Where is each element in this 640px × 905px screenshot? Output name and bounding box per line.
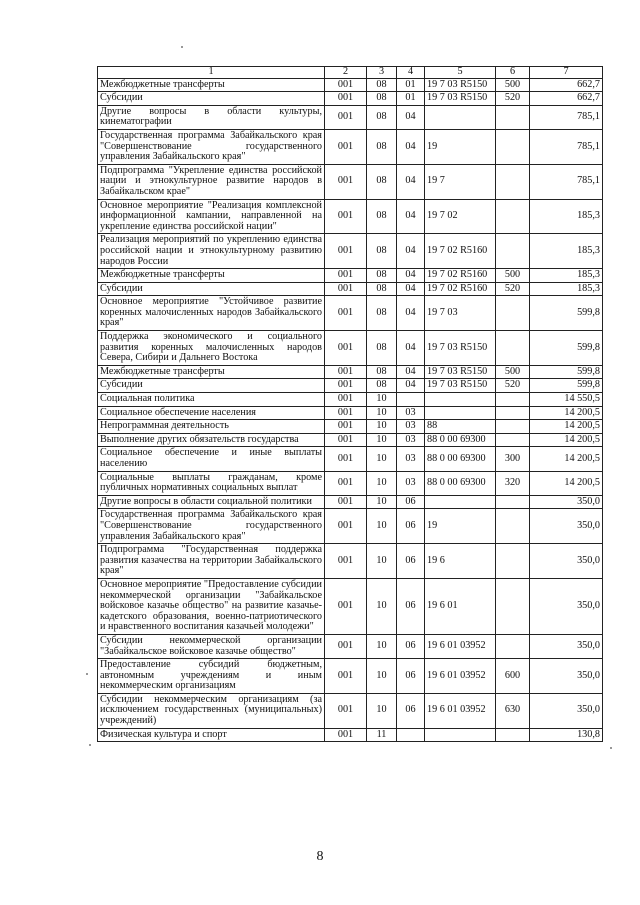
section-code-cell: 08 <box>367 296 397 331</box>
ministry-code-cell: 001 <box>325 282 367 296</box>
scan-speck <box>181 46 183 48</box>
table-row <box>98 578 603 634</box>
expense-type-cell <box>496 105 530 129</box>
amount-cell: 599,8 <box>530 331 603 366</box>
ministry-code-cell: 001 <box>325 296 367 331</box>
amount-cell: 662,7 <box>530 78 603 92</box>
ministry-code-cell: 001 <box>325 420 367 434</box>
section-code-cell: 08 <box>367 331 397 366</box>
subsection-code-cell: 04 <box>397 282 425 296</box>
subsection-code-cell: 04 <box>397 379 425 393</box>
subsection-code-cell: 03 <box>397 406 425 420</box>
section-code-cell: 10 <box>367 544 397 579</box>
item-name-cell: Основное мероприятие "Предоставление субсидии некоммерческой организации "Забайкальское войсковое казачье общество" на развитие казачье-кадетского образования, военно-патриотического и нравственного воспитания казачьей молодежи" <box>98 578 325 634</box>
ministry-code-cell: 001 <box>325 406 367 420</box>
target-article-cell: 19 6 01 03952 <box>425 634 496 658</box>
amount-cell: 785,1 <box>530 129 603 164</box>
subsection-code-cell: 04 <box>397 296 425 331</box>
target-article-cell: 88 0 00 69300 <box>425 447 496 471</box>
target-article-cell: 19 6 <box>425 544 496 579</box>
expense-type-cell <box>496 433 530 447</box>
section-code-cell: 08 <box>367 78 397 92</box>
item-name-cell: Социальные выплаты гражданам, кроме публичных нормативных социальных выплат <box>98 471 325 495</box>
table-header <box>98 67 603 79</box>
expense-type-cell: 500 <box>496 269 530 283</box>
table-row <box>98 509 603 544</box>
section-code-cell: 10 <box>367 420 397 434</box>
section-code-cell: 10 <box>367 406 397 420</box>
amount-cell: 350,0 <box>530 634 603 658</box>
ministry-code-cell: 001 <box>325 92 367 106</box>
target-article-cell <box>425 393 496 407</box>
table-body <box>98 78 603 742</box>
amount-cell: 14 200,5 <box>530 406 603 420</box>
item-name-cell: Реализация мероприятий по укреплению единства российской нации и этнокультурному развитию народов России <box>98 234 325 269</box>
ministry-code-cell: 001 <box>325 269 367 283</box>
target-article-cell: 19 7 03 R5150 <box>425 78 496 92</box>
section-code-cell: 11 <box>367 728 397 742</box>
table-row <box>98 365 603 379</box>
ministry-code-cell: 001 <box>325 578 367 634</box>
amount-cell: 599,8 <box>530 365 603 379</box>
amount-cell: 14 200,5 <box>530 433 603 447</box>
target-article-cell <box>425 406 496 420</box>
item-name-cell: Основное мероприятие "Устойчивое развитие коренных малочисленных народов Забайкальского края" <box>98 296 325 331</box>
subsection-code-cell: 04 <box>397 365 425 379</box>
section-code-cell: 08 <box>367 92 397 106</box>
section-code-cell: 10 <box>367 659 397 694</box>
subsection-code-cell: 04 <box>397 234 425 269</box>
item-name-cell: Непрограммная деятельность <box>98 420 325 434</box>
header-cell: 4 <box>397 67 425 79</box>
target-article-cell: 88 0 00 69300 <box>425 433 496 447</box>
expense-type-cell <box>496 509 530 544</box>
scan-speck <box>610 747 612 749</box>
subsection-code-cell <box>397 393 425 407</box>
target-article-cell: 19 7 <box>425 164 496 199</box>
target-article-cell: 19 7 02 R5160 <box>425 269 496 283</box>
table-row <box>98 433 603 447</box>
item-name-cell: Государственная программа Забайкальского края "Совершенствование государственного управления Забайкальского края" <box>98 509 325 544</box>
scan-speck <box>89 744 91 746</box>
amount-cell: 185,3 <box>530 282 603 296</box>
ministry-code-cell: 001 <box>325 544 367 579</box>
ministry-code-cell: 001 <box>325 379 367 393</box>
item-name-cell: Государственная программа Забайкальского края "Совершенствование государственного управления Забайкальского края" <box>98 129 325 164</box>
ministry-code-cell: 001 <box>325 693 367 728</box>
subsection-code-cell: 06 <box>397 578 425 634</box>
table-row <box>98 282 603 296</box>
scan-speck <box>86 673 88 675</box>
table-row <box>98 406 603 420</box>
budget-table <box>97 66 603 742</box>
amount-cell: 599,8 <box>530 379 603 393</box>
amount-cell: 185,3 <box>530 234 603 269</box>
header-cell: 5 <box>425 67 496 79</box>
section-code-cell: 08 <box>367 282 397 296</box>
ministry-code-cell: 001 <box>325 129 367 164</box>
expense-type-cell <box>496 331 530 366</box>
amount-cell: 350,0 <box>530 578 603 634</box>
header-row <box>98 67 603 79</box>
subsection-code-cell <box>397 728 425 742</box>
item-name-cell: Подпрограмма "Укрепление единства российской нации и этнокультурное развитие народов в Забайкальском крае" <box>98 164 325 199</box>
amount-cell: 350,0 <box>530 495 603 509</box>
ministry-code-cell: 001 <box>325 634 367 658</box>
item-name-cell: Социальное обеспечение населения <box>98 406 325 420</box>
subsection-code-cell: 03 <box>397 471 425 495</box>
subsection-code-cell: 06 <box>397 659 425 694</box>
table-row <box>98 393 603 407</box>
table-row <box>98 379 603 393</box>
table-row <box>98 234 603 269</box>
item-name-cell: Выполнение других обязательств государства <box>98 433 325 447</box>
ministry-code-cell: 001 <box>325 331 367 366</box>
amount-cell: 599,8 <box>530 296 603 331</box>
item-name-cell: Физическая культура и спорт <box>98 728 325 742</box>
table-row <box>98 659 603 694</box>
item-name-cell: Другие вопросы в области социальной политики <box>98 495 325 509</box>
expense-type-cell <box>496 728 530 742</box>
item-name-cell: Субсидии <box>98 92 325 106</box>
expense-type-cell: 500 <box>496 78 530 92</box>
table-row <box>98 447 603 471</box>
ministry-code-cell: 001 <box>325 234 367 269</box>
target-article-cell: 19 7 02 R5160 <box>425 282 496 296</box>
target-article-cell: 19 6 01 <box>425 578 496 634</box>
section-code-cell: 10 <box>367 471 397 495</box>
amount-cell: 185,3 <box>530 269 603 283</box>
table-row <box>98 105 603 129</box>
expense-type-cell <box>496 164 530 199</box>
section-code-cell: 10 <box>367 393 397 407</box>
amount-cell: 785,1 <box>530 164 603 199</box>
ministry-code-cell: 001 <box>325 78 367 92</box>
section-code-cell: 08 <box>367 365 397 379</box>
expense-type-cell <box>496 296 530 331</box>
section-code-cell: 08 <box>367 129 397 164</box>
target-article-cell: 19 6 01 03952 <box>425 693 496 728</box>
item-name-cell: Другие вопросы в области культуры, кинематографии <box>98 105 325 129</box>
target-article-cell <box>425 495 496 509</box>
section-code-cell: 08 <box>367 199 397 234</box>
expense-type-cell: 300 <box>496 447 530 471</box>
target-article-cell: 19 <box>425 509 496 544</box>
ministry-code-cell: 001 <box>325 447 367 471</box>
subsection-code-cell: 06 <box>397 495 425 509</box>
section-code-cell: 08 <box>367 164 397 199</box>
target-article-cell: 19 7 03 R5150 <box>425 92 496 106</box>
subsection-code-cell: 03 <box>397 433 425 447</box>
item-name-cell: Поддержка экономического и социального развития коренных малочисленных народов Севера, Сибири и Дальнего Востока <box>98 331 325 366</box>
expense-type-cell <box>496 199 530 234</box>
header-cell: 6 <box>496 67 530 79</box>
table-row <box>98 693 603 728</box>
section-code-cell: 08 <box>367 379 397 393</box>
target-article-cell: 19 6 01 03952 <box>425 659 496 694</box>
item-name-cell: Субсидии некоммерческим организациям (за исключением государственных (муниципальных) учреждений) <box>98 693 325 728</box>
amount-cell: 662,7 <box>530 92 603 106</box>
table-row <box>98 331 603 366</box>
section-code-cell: 10 <box>367 447 397 471</box>
table-row <box>98 296 603 331</box>
table-row <box>98 471 603 495</box>
item-name-cell: Субсидии некоммерческой организации "Забайкальское войсковое казачье общество" <box>98 634 325 658</box>
target-article-cell: 19 7 02 R5160 <box>425 234 496 269</box>
ministry-code-cell: 001 <box>325 433 367 447</box>
section-code-cell: 08 <box>367 269 397 283</box>
page-number: 8 <box>316 849 324 864</box>
expense-type-cell: 320 <box>496 471 530 495</box>
amount-cell: 350,0 <box>530 693 603 728</box>
subsection-code-cell: 06 <box>397 693 425 728</box>
subsection-code-cell: 06 <box>397 509 425 544</box>
amount-cell: 350,0 <box>530 509 603 544</box>
ministry-code-cell: 001 <box>325 105 367 129</box>
table-row <box>98 78 603 92</box>
item-name-cell: Социальная политика <box>98 393 325 407</box>
header-cell: 1 <box>98 67 325 79</box>
section-code-cell: 08 <box>367 234 397 269</box>
section-code-cell: 10 <box>367 634 397 658</box>
expense-type-cell: 630 <box>496 693 530 728</box>
subsection-code-cell: 06 <box>397 634 425 658</box>
table-row <box>98 269 603 283</box>
subsection-code-cell: 04 <box>397 331 425 366</box>
subsection-code-cell: 04 <box>397 164 425 199</box>
table-row <box>98 495 603 509</box>
table-row <box>98 129 603 164</box>
table-row <box>98 199 603 234</box>
section-code-cell: 10 <box>367 495 397 509</box>
expense-type-cell <box>496 495 530 509</box>
subsection-code-cell: 04 <box>397 129 425 164</box>
section-code-cell: 10 <box>367 578 397 634</box>
expense-type-cell: 500 <box>496 365 530 379</box>
ministry-code-cell: 001 <box>325 199 367 234</box>
target-article-cell <box>425 105 496 129</box>
expense-type-cell <box>496 234 530 269</box>
item-name-cell: Межбюджетные трансферты <box>98 78 325 92</box>
expense-type-cell: 520 <box>496 282 530 296</box>
ministry-code-cell: 001 <box>325 659 367 694</box>
header-cell: 2 <box>325 67 367 79</box>
item-name-cell: Предоставление субсидий бюджетным, автономным учреждениям и иным некоммерческим организациям <box>98 659 325 694</box>
expense-type-cell <box>496 420 530 434</box>
item-name-cell: Межбюджетные трансферты <box>98 269 325 283</box>
table-row <box>98 728 603 742</box>
target-article-cell: 19 <box>425 129 496 164</box>
expense-type-cell <box>496 544 530 579</box>
target-article-cell: 88 <box>425 420 496 434</box>
ministry-code-cell: 001 <box>325 495 367 509</box>
expense-type-cell <box>496 393 530 407</box>
expense-type-cell <box>496 406 530 420</box>
amount-cell: 185,3 <box>530 199 603 234</box>
table-row <box>98 420 603 434</box>
target-article-cell <box>425 728 496 742</box>
ministry-code-cell: 001 <box>325 509 367 544</box>
header-cell: 7 <box>530 67 603 79</box>
header-cell: 3 <box>367 67 397 79</box>
item-name-cell: Основное мероприятие "Реализация комплексной информационной кампании, направленной на укрепление единства российской нации" <box>98 199 325 234</box>
ministry-code-cell: 001 <box>325 393 367 407</box>
subsection-code-cell: 03 <box>397 447 425 471</box>
expense-type-cell: 520 <box>496 92 530 106</box>
subsection-code-cell: 01 <box>397 92 425 106</box>
subsection-code-cell: 03 <box>397 420 425 434</box>
item-name-cell: Субсидии <box>98 282 325 296</box>
subsection-code-cell: 04 <box>397 199 425 234</box>
target-article-cell: 19 7 03 R5150 <box>425 365 496 379</box>
amount-cell: 14 200,5 <box>530 447 603 471</box>
expense-type-cell: 520 <box>496 379 530 393</box>
subsection-code-cell: 04 <box>397 105 425 129</box>
target-article-cell: 19 7 03 R5150 <box>425 379 496 393</box>
amount-cell: 350,0 <box>530 544 603 579</box>
amount-cell: 14 200,5 <box>530 420 603 434</box>
target-article-cell: 19 7 03 <box>425 296 496 331</box>
ministry-code-cell: 001 <box>325 164 367 199</box>
section-code-cell: 10 <box>367 509 397 544</box>
amount-cell: 130,8 <box>530 728 603 742</box>
item-name-cell: Социальное обеспечение и иные выплаты населению <box>98 447 325 471</box>
ministry-code-cell: 001 <box>325 365 367 379</box>
expense-type-cell: 600 <box>496 659 530 694</box>
subsection-code-cell: 04 <box>397 269 425 283</box>
expense-type-cell <box>496 578 530 634</box>
section-code-cell: 10 <box>367 433 397 447</box>
expense-type-cell <box>496 634 530 658</box>
section-code-cell: 08 <box>367 105 397 129</box>
amount-cell: 350,0 <box>530 659 603 694</box>
table-row <box>98 634 603 658</box>
section-code-cell: 10 <box>367 693 397 728</box>
table-row <box>98 164 603 199</box>
ministry-code-cell: 001 <box>325 728 367 742</box>
item-name-cell: Подпрограмма "Государственная поддержка развития казачества на территории Забайкальского края" <box>98 544 325 579</box>
expense-type-cell <box>496 129 530 164</box>
item-name-cell: Субсидии <box>98 379 325 393</box>
subsection-code-cell: 06 <box>397 544 425 579</box>
amount-cell: 14 550,5 <box>530 393 603 407</box>
target-article-cell: 19 7 02 <box>425 199 496 234</box>
ministry-code-cell: 001 <box>325 471 367 495</box>
table-row <box>98 92 603 106</box>
target-article-cell: 19 7 03 R5150 <box>425 331 496 366</box>
item-name-cell: Межбюджетные трансферты <box>98 365 325 379</box>
amount-cell: 14 200,5 <box>530 471 603 495</box>
amount-cell: 785,1 <box>530 105 603 129</box>
table-row <box>98 544 603 579</box>
subsection-code-cell: 01 <box>397 78 425 92</box>
target-article-cell: 88 0 00 69300 <box>425 471 496 495</box>
